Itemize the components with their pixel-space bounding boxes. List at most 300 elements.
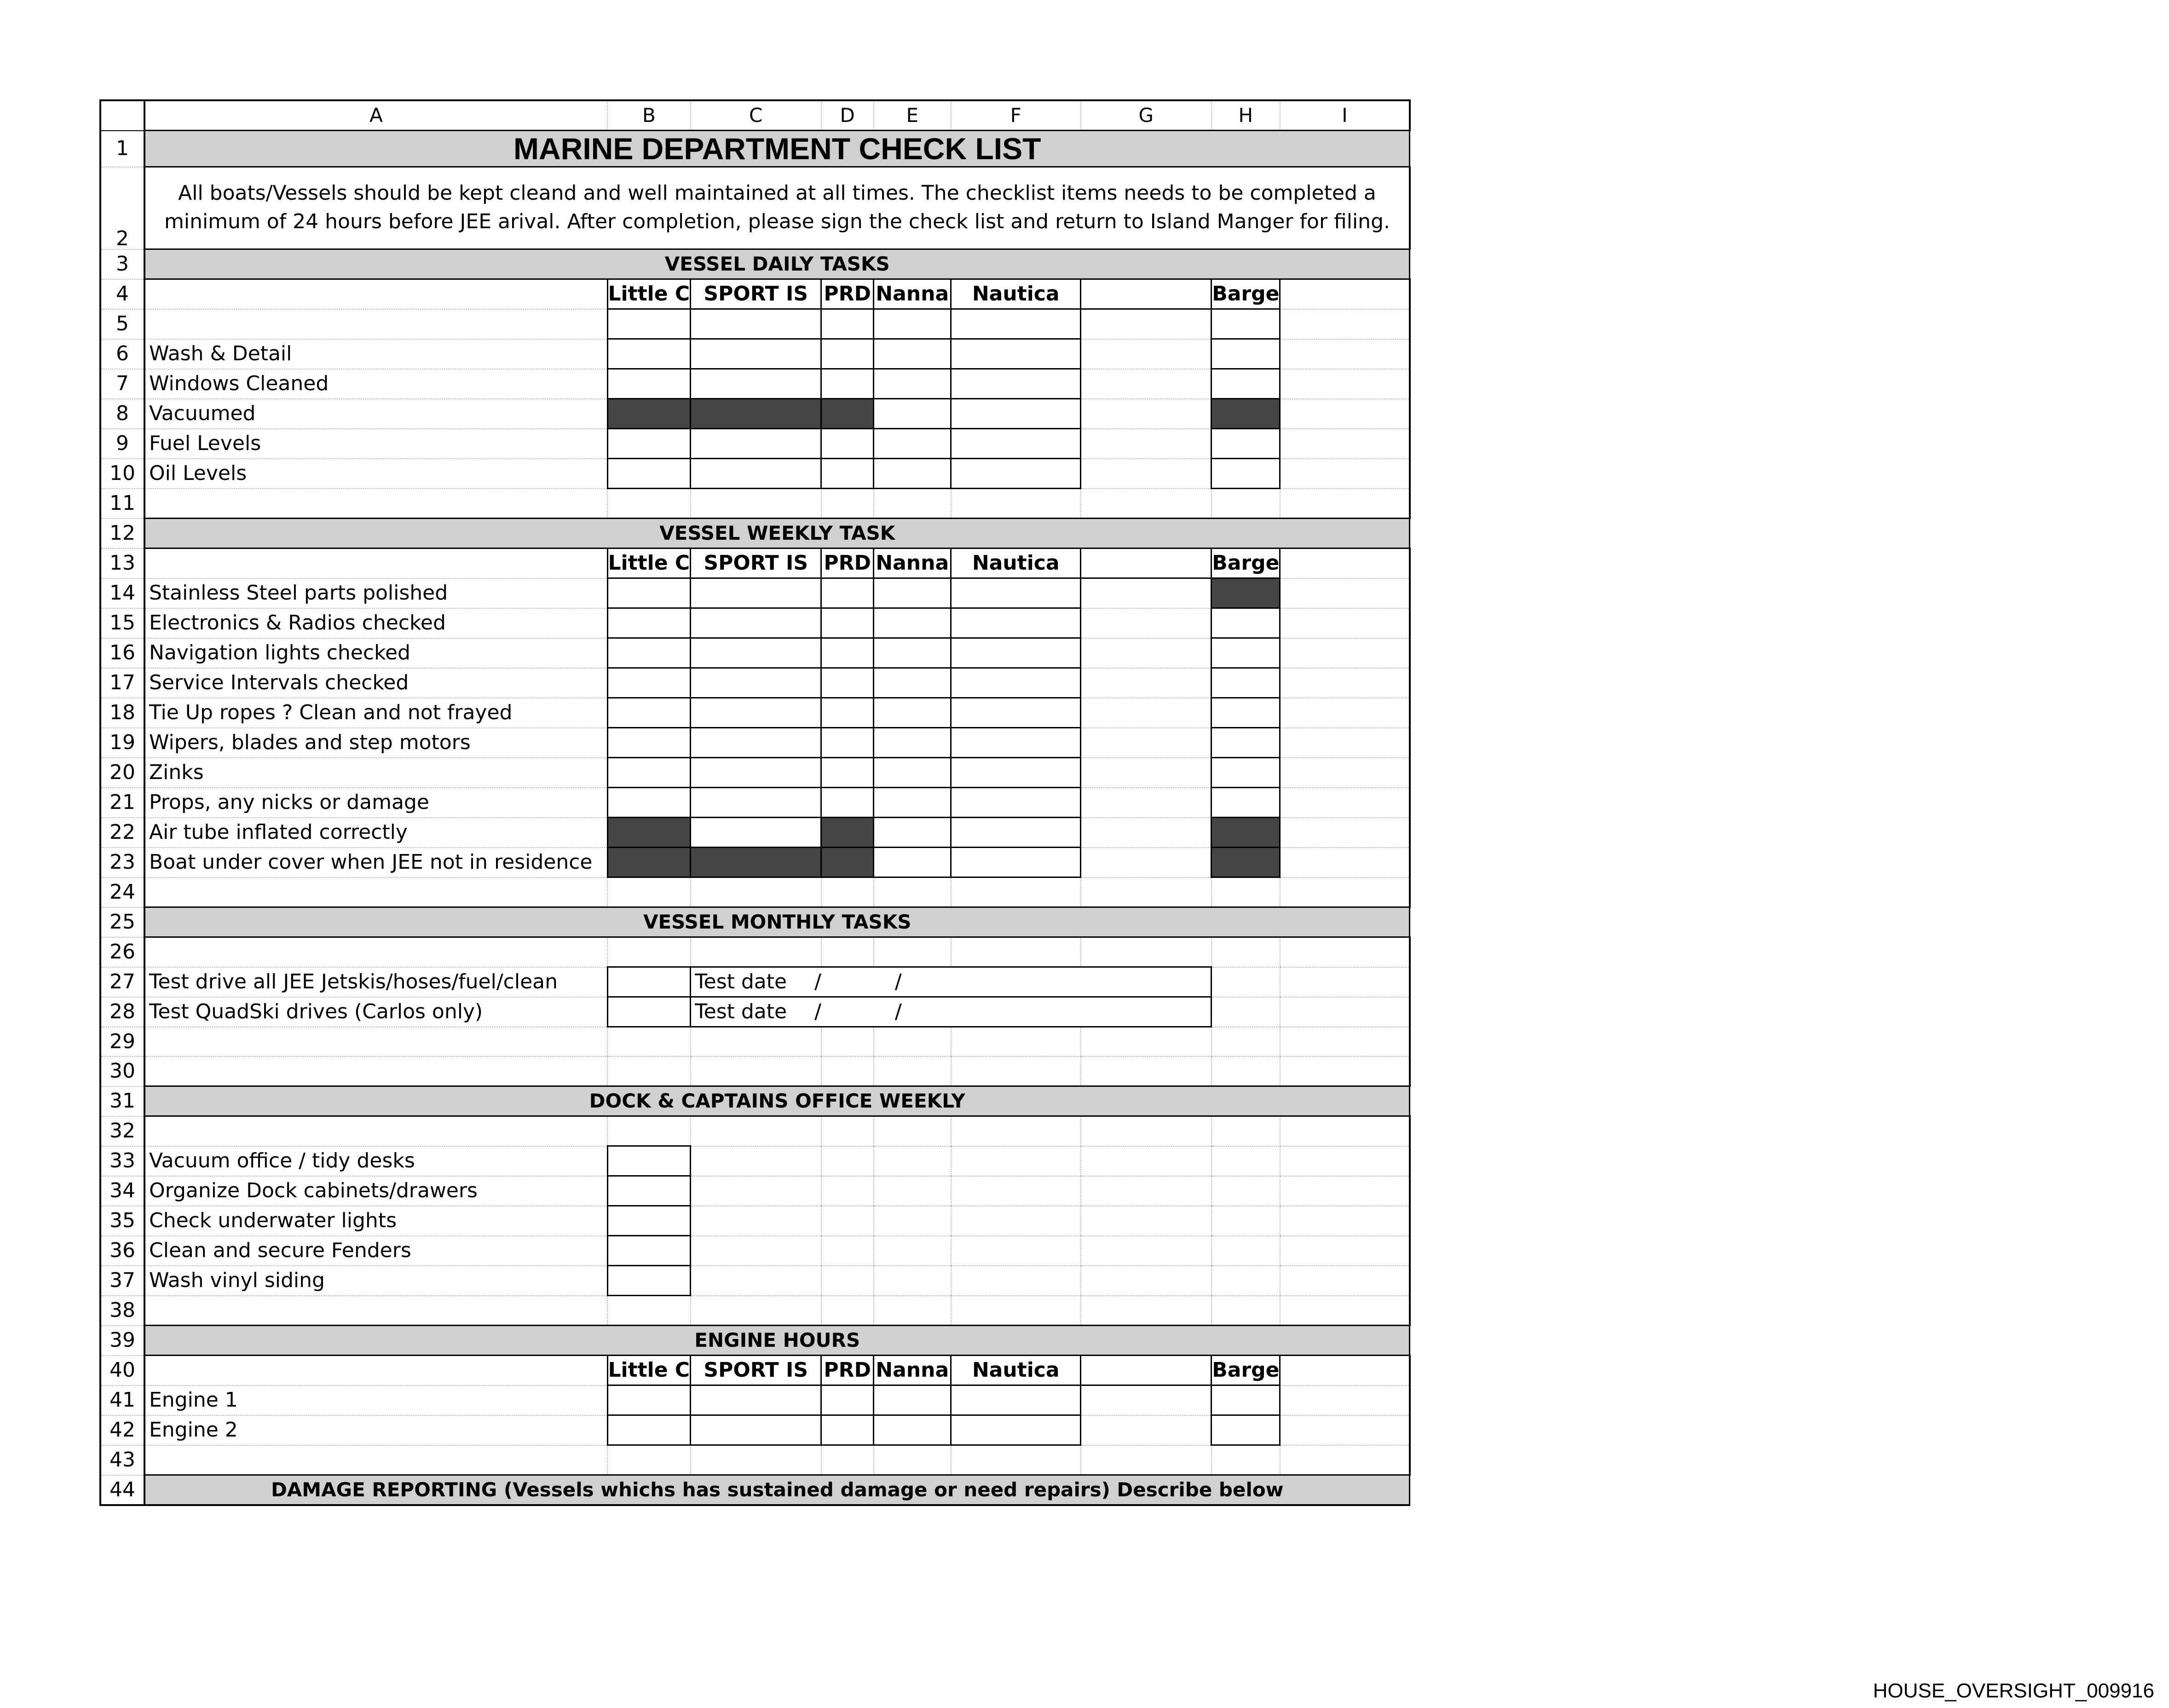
check-box[interactable] (607, 997, 691, 1027)
cell[interactable] (951, 1027, 1081, 1057)
cell[interactable] (951, 1296, 1081, 1326)
check-box[interactable] (607, 1206, 691, 1236)
check-box[interactable] (607, 578, 691, 608)
cell[interactable] (607, 937, 691, 967)
row-number: 44 (100, 1475, 144, 1506)
cell[interactable] (1280, 758, 1410, 788)
cell[interactable] (951, 937, 1081, 967)
vessel-header: SPORT IS (691, 279, 821, 309)
cell[interactable] (1280, 1116, 1410, 1146)
check-box[interactable] (1211, 758, 1280, 788)
cell[interactable] (1280, 1385, 1410, 1415)
cell[interactable] (1211, 967, 1280, 997)
check-box[interactable] (951, 578, 1081, 608)
cell[interactable] (1280, 1296, 1410, 1326)
check-box[interactable] (951, 818, 1081, 848)
cell (1280, 1356, 1410, 1385)
check-box[interactable] (1211, 459, 1280, 489)
check-box[interactable] (607, 758, 691, 788)
cell[interactable] (951, 1445, 1081, 1475)
cell[interactable] (691, 1146, 821, 1176)
check-box[interactable] (607, 728, 691, 758)
check-box[interactable] (874, 459, 951, 489)
cell[interactable] (1280, 1266, 1410, 1296)
cell[interactable] (951, 1236, 1081, 1266)
cell[interactable] (1280, 937, 1410, 967)
check-box[interactable] (951, 459, 1081, 489)
check-box[interactable] (691, 459, 821, 489)
column-header: F (951, 100, 1081, 131)
cell[interactable] (1280, 997, 1410, 1027)
cell[interactable] (1081, 578, 1211, 608)
cell[interactable] (1211, 1296, 1280, 1326)
check-box[interactable] (821, 429, 874, 459)
check-box[interactable] (1211, 638, 1280, 668)
check-box[interactable] (874, 848, 951, 877)
cell[interactable] (691, 1176, 821, 1206)
task-label (144, 309, 607, 339)
check-box[interactable] (821, 369, 874, 399)
cell[interactable] (1280, 369, 1410, 399)
cell[interactable] (1280, 399, 1410, 429)
task-label: Wash & Detail (144, 339, 607, 369)
check-box[interactable] (691, 758, 821, 788)
cell[interactable] (1211, 1146, 1280, 1176)
cell[interactable] (1280, 1027, 1410, 1057)
row-number: 36 (100, 1236, 144, 1266)
check-box[interactable] (951, 758, 1081, 788)
check-box[interactable] (951, 638, 1081, 668)
cell[interactable] (821, 1296, 874, 1326)
column-header: D (821, 100, 874, 131)
check-box[interactable] (607, 698, 691, 728)
cell[interactable] (821, 937, 874, 967)
sheet-row (100, 1356, 1410, 1385)
sheet-row (100, 1176, 1410, 1206)
cell[interactable] (1081, 848, 1211, 877)
task-label: Fuel Levels (144, 429, 607, 459)
cell[interactable] (821, 1027, 874, 1057)
cell[interactable] (1211, 877, 1280, 907)
cell[interactable] (1081, 1027, 1211, 1057)
row-number: 28 (100, 997, 144, 1027)
cell[interactable] (1081, 877, 1211, 907)
check-box[interactable] (691, 818, 821, 848)
cell[interactable] (1081, 1296, 1211, 1326)
cell[interactable] (1081, 937, 1211, 967)
sheet-row (100, 1266, 1410, 1296)
task-label: Props, any nicks or damage (144, 788, 607, 818)
check-box[interactable] (821, 638, 874, 668)
row-number: 21 (100, 788, 144, 818)
test-date-field[interactable] (691, 967, 1211, 997)
check-box[interactable] (821, 459, 874, 489)
check-box[interactable] (607, 638, 691, 668)
cell[interactable] (607, 1296, 691, 1326)
check-box[interactable] (951, 339, 1081, 369)
cell[interactable] (1280, 788, 1410, 818)
sheet-row (100, 638, 1410, 668)
check-box[interactable] (1211, 1415, 1280, 1445)
check-box[interactable] (874, 578, 951, 608)
cell[interactable] (821, 877, 874, 907)
check-box[interactable] (1211, 668, 1280, 698)
cell[interactable] (1280, 1236, 1410, 1266)
cell[interactable] (821, 1236, 874, 1266)
cell[interactable] (1280, 728, 1410, 758)
check-box[interactable] (1211, 608, 1280, 638)
cell[interactable] (1280, 848, 1410, 877)
sheet-row (100, 698, 1410, 728)
cell[interactable] (821, 1176, 874, 1206)
cell[interactable] (1280, 608, 1410, 638)
cell[interactable] (607, 489, 691, 519)
cell[interactable] (144, 1027, 607, 1057)
cell[interactable] (1211, 1027, 1280, 1057)
cell[interactable] (1280, 698, 1410, 728)
sheet-row (100, 1385, 1410, 1415)
check-box[interactable] (607, 1176, 691, 1206)
cell[interactable] (874, 1176, 951, 1206)
cell[interactable] (1081, 399, 1211, 429)
vessel-header: PRD (821, 548, 874, 578)
check-box[interactable] (691, 578, 821, 608)
cell[interactable] (1081, 369, 1211, 399)
check-box[interactable] (607, 1146, 691, 1176)
check-box[interactable] (691, 638, 821, 668)
cell[interactable] (874, 1206, 951, 1236)
cell[interactable] (821, 1146, 874, 1176)
check-box[interactable] (691, 698, 821, 728)
check-box[interactable] (821, 1415, 874, 1445)
cell[interactable] (1211, 489, 1280, 519)
check-box[interactable] (691, 309, 821, 339)
cell[interactable] (1211, 1206, 1280, 1236)
check-box[interactable] (691, 1415, 821, 1445)
cell[interactable] (691, 1296, 821, 1326)
check-box[interactable] (1211, 728, 1280, 758)
check-box[interactable] (691, 429, 821, 459)
cell[interactable] (144, 937, 607, 967)
cell[interactable] (1081, 1445, 1211, 1475)
cell[interactable] (1081, 1116, 1211, 1146)
check-box[interactable] (874, 668, 951, 698)
check-box[interactable] (951, 668, 1081, 698)
cell[interactable] (821, 489, 874, 519)
cell[interactable] (691, 1445, 821, 1475)
check-box[interactable] (874, 818, 951, 848)
vessel-header: Nanna (874, 1356, 951, 1385)
cell[interactable] (951, 489, 1081, 519)
check-box[interactable] (874, 399, 951, 429)
cell[interactable] (1280, 309, 1410, 339)
cell[interactable] (144, 1056, 607, 1086)
shaded-cell (821, 848, 874, 877)
cell[interactable] (144, 877, 607, 907)
sheet-row (100, 1296, 1410, 1326)
cell[interactable] (691, 489, 821, 519)
check-box[interactable] (607, 309, 691, 339)
check-box[interactable] (874, 698, 951, 728)
cell[interactable] (607, 1116, 691, 1146)
check-box[interactable] (821, 1385, 874, 1415)
check-box[interactable] (951, 848, 1081, 877)
row-number: 32 (100, 1116, 144, 1146)
cell[interactable] (821, 1116, 874, 1146)
check-box[interactable] (607, 459, 691, 489)
cell[interactable] (1211, 1236, 1280, 1266)
check-box[interactable] (951, 369, 1081, 399)
cell[interactable] (1081, 1415, 1211, 1445)
check-box[interactable] (951, 1415, 1081, 1445)
check-box[interactable] (821, 668, 874, 698)
task-label: Vacuumed (144, 399, 607, 429)
check-box[interactable] (874, 638, 951, 668)
sheet-row (100, 1206, 1410, 1236)
check-box[interactable] (951, 698, 1081, 728)
cell[interactable] (1081, 638, 1211, 668)
check-box[interactable] (607, 1415, 691, 1445)
cell[interactable] (1211, 1445, 1280, 1475)
cell[interactable] (874, 1056, 951, 1086)
cell[interactable] (874, 877, 951, 907)
row-number: 12 (100, 519, 144, 548)
row-number: 8 (100, 399, 144, 429)
cell[interactable] (951, 1266, 1081, 1296)
check-box[interactable] (874, 309, 951, 339)
check-box[interactable] (951, 608, 1081, 638)
task-label: Stainless Steel parts polished (144, 578, 607, 608)
vessel-header-empty (1081, 1356, 1211, 1385)
cell[interactable] (874, 1236, 951, 1266)
check-box[interactable] (874, 728, 951, 758)
cell[interactable] (821, 1056, 874, 1086)
cell[interactable] (874, 1146, 951, 1176)
check-box[interactable] (1211, 698, 1280, 728)
cell[interactable] (1081, 758, 1211, 788)
check-box[interactable] (691, 728, 821, 758)
cell[interactable] (1211, 1116, 1280, 1146)
check-box[interactable] (691, 339, 821, 369)
check-box[interactable] (821, 309, 874, 339)
check-box[interactable] (607, 1385, 691, 1415)
check-box[interactable] (821, 339, 874, 369)
cell[interactable] (1081, 309, 1211, 339)
damage-section-heading: DAMAGE REPORTING (Vessels whichs has sustained damage or need repairs) Describe below (144, 1475, 1410, 1506)
cell[interactable] (1081, 1266, 1211, 1296)
test-date-field[interactable] (691, 997, 1211, 1027)
cell[interactable] (1081, 668, 1211, 698)
cell[interactable] (1081, 728, 1211, 758)
cell[interactable] (1211, 1056, 1280, 1086)
check-box[interactable] (821, 578, 874, 608)
sheet-row (100, 758, 1410, 788)
cell[interactable] (1081, 1236, 1211, 1266)
check-box[interactable] (1211, 788, 1280, 818)
cell[interactable] (691, 1027, 821, 1057)
cell[interactable] (1081, 608, 1211, 638)
cell[interactable] (691, 937, 821, 967)
cell[interactable] (1280, 578, 1410, 608)
cell[interactable] (1081, 339, 1211, 369)
cell[interactable] (144, 489, 607, 519)
check-box[interactable] (821, 758, 874, 788)
cell[interactable] (1081, 818, 1211, 848)
cell[interactable] (1081, 1176, 1211, 1206)
check-box[interactable] (951, 399, 1081, 429)
check-box[interactable] (607, 1236, 691, 1266)
cell[interactable] (1280, 339, 1410, 369)
cell[interactable] (951, 1146, 1081, 1176)
cell[interactable] (1081, 1146, 1211, 1176)
check-box[interactable] (607, 1266, 691, 1296)
cell[interactable] (874, 1266, 951, 1296)
cell[interactable] (1211, 1176, 1280, 1206)
cell[interactable] (144, 1116, 607, 1146)
cell[interactable] (607, 1445, 691, 1475)
cell[interactable] (691, 1236, 821, 1266)
cell[interactable] (1280, 1176, 1410, 1206)
check-box[interactable] (951, 309, 1081, 339)
shaded-cell (1211, 399, 1280, 429)
cell[interactable] (1081, 459, 1211, 489)
vessel-header: SPORT IS (691, 548, 821, 578)
cell[interactable] (1280, 459, 1410, 489)
shaded-cell (1211, 818, 1280, 848)
cell[interactable] (821, 1206, 874, 1236)
sheet-row (100, 167, 1410, 249)
check-box[interactable] (1211, 1385, 1280, 1415)
cell[interactable] (874, 489, 951, 519)
cell[interactable] (691, 1056, 821, 1086)
cell[interactable] (1280, 877, 1410, 907)
cell[interactable] (951, 1116, 1081, 1146)
cell[interactable] (1081, 698, 1211, 728)
check-box[interactable] (1211, 369, 1280, 399)
cell[interactable] (1280, 429, 1410, 459)
cell[interactable] (874, 937, 951, 967)
cell[interactable] (144, 1445, 607, 1475)
check-box[interactable] (874, 788, 951, 818)
check-box[interactable] (1211, 429, 1280, 459)
cell[interactable] (607, 1056, 691, 1086)
cell[interactable] (1081, 489, 1211, 519)
check-box[interactable] (607, 788, 691, 818)
cell[interactable] (1081, 1385, 1211, 1415)
cell[interactable] (874, 1296, 951, 1326)
cell[interactable] (874, 1027, 951, 1057)
cell[interactable] (951, 877, 1081, 907)
check-box[interactable] (691, 668, 821, 698)
check-box[interactable] (951, 788, 1081, 818)
check-box[interactable] (607, 668, 691, 698)
cell[interactable] (607, 877, 691, 907)
cell[interactable] (691, 1206, 821, 1236)
cell[interactable] (1280, 638, 1410, 668)
check-box[interactable] (821, 728, 874, 758)
cell[interactable] (821, 1445, 874, 1475)
check-box[interactable] (821, 788, 874, 818)
check-box[interactable] (874, 429, 951, 459)
check-box[interactable] (874, 369, 951, 399)
weekly-section-heading: VESSEL WEEKLY TASK (144, 519, 1410, 548)
check-box[interactable] (691, 1385, 821, 1415)
cell[interactable] (1280, 1445, 1410, 1475)
check-box[interactable] (607, 429, 691, 459)
check-box[interactable] (1211, 339, 1280, 369)
cell[interactable] (691, 1266, 821, 1296)
check-box[interactable] (1211, 309, 1280, 339)
check-box[interactable] (951, 728, 1081, 758)
cell[interactable] (1081, 429, 1211, 459)
check-box[interactable] (691, 788, 821, 818)
cell[interactable] (1280, 1415, 1410, 1445)
cell[interactable] (951, 1206, 1081, 1236)
check-box[interactable] (874, 339, 951, 369)
check-box[interactable] (874, 1415, 951, 1445)
check-box[interactable] (821, 608, 874, 638)
sheet-row (100, 907, 1410, 937)
task-label: Clean and secure Fenders (144, 1236, 607, 1266)
check-box[interactable] (951, 429, 1081, 459)
check-box[interactable] (607, 369, 691, 399)
cell[interactable] (1280, 967, 1410, 997)
cell[interactable] (144, 1296, 607, 1326)
check-box[interactable] (951, 1385, 1081, 1415)
check-box[interactable] (691, 369, 821, 399)
cell[interactable] (821, 1266, 874, 1296)
cell[interactable] (1081, 1206, 1211, 1236)
check-box[interactable] (607, 967, 691, 997)
sheet-row (100, 728, 1410, 758)
sheet-row (100, 548, 1410, 578)
cell[interactable] (691, 1116, 821, 1146)
check-box[interactable] (874, 1385, 951, 1415)
cell[interactable] (1280, 668, 1410, 698)
sheet-row (100, 309, 1410, 339)
cell[interactable] (1081, 788, 1211, 818)
cell[interactable] (1211, 997, 1280, 1027)
vessel-header: Nautica (951, 548, 1081, 578)
cell[interactable] (1280, 1056, 1410, 1086)
vessel-header: Nautica (951, 1356, 1081, 1385)
row-number: 19 (100, 728, 144, 758)
cell[interactable] (607, 1027, 691, 1057)
check-box[interactable] (821, 698, 874, 728)
task-label: Engine 2 (144, 1415, 607, 1445)
check-box[interactable] (691, 608, 821, 638)
check-box[interactable] (874, 758, 951, 788)
cell[interactable] (874, 1116, 951, 1146)
cell[interactable] (951, 1176, 1081, 1206)
cell[interactable] (1081, 1056, 1211, 1086)
check-box[interactable] (607, 608, 691, 638)
cell[interactable] (1280, 489, 1410, 519)
cell[interactable] (951, 1056, 1081, 1086)
task-label: Organize Dock cabinets/drawers (144, 1176, 607, 1206)
cell[interactable] (1280, 1206, 1410, 1236)
sheet-row (100, 1475, 1410, 1506)
cell[interactable] (1211, 937, 1280, 967)
cell[interactable] (1280, 1146, 1410, 1176)
row-number: 18 (100, 698, 144, 728)
cell[interactable] (874, 1445, 951, 1475)
cell[interactable] (1280, 818, 1410, 848)
cell[interactable] (1211, 1266, 1280, 1296)
check-box[interactable] (607, 339, 691, 369)
cell[interactable] (691, 877, 821, 907)
check-box[interactable] (874, 608, 951, 638)
